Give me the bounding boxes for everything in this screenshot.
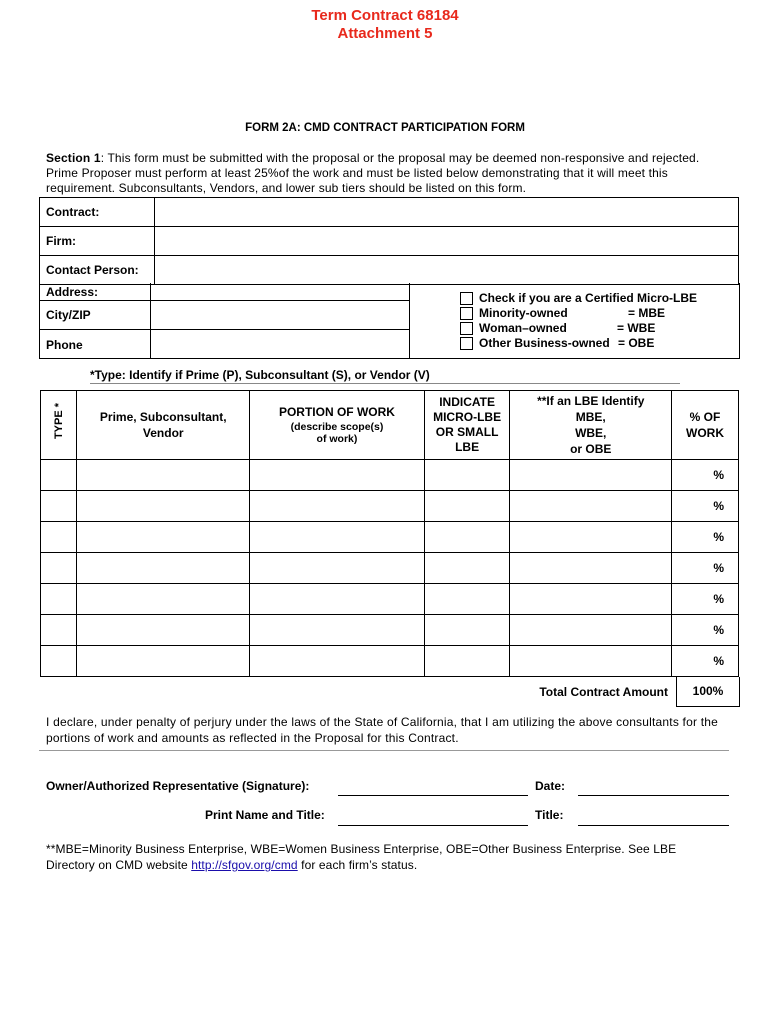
pct-cell[interactable]: % [672, 491, 739, 522]
footnote [46, 841, 706, 873]
type-cell[interactable] [41, 522, 77, 553]
pct-cell[interactable]: % [672, 584, 739, 615]
footnote-text-end: for each firm’s status. [297, 858, 418, 872]
contract-field[interactable] [155, 198, 739, 227]
footnote-text: **MBE=Minority Business Enterprise, WBE=Women Business Enterprise, OBE=Other Business Enterprise. See LBE Directory on CMD website [46, 842, 677, 872]
woman-owned-label: Woman–owned [479, 321, 567, 335]
declaration-text: I declare, under penalty of perjury under the laws of the State of California, that I am utilizing the above consultants for the portions of work and amounts as reflected in the Proposal for this Contract. [46, 715, 718, 745]
header-line-1: Term Contract 68184 [311, 7, 459, 24]
portion-cell[interactable] [250, 491, 425, 522]
type-cell[interactable] [41, 584, 77, 615]
col-lbe-line1: **If an LBE Identify [537, 394, 645, 408]
portion-cell[interactable] [250, 615, 425, 646]
col-type-header [41, 391, 77, 460]
col-pct-label: % OF WORK [686, 410, 725, 440]
col-type-label: TYPE * [53, 402, 65, 440]
table-row [41, 460, 739, 491]
micro-lbe-label: Check if you are a Certified Micro-LBE [479, 291, 698, 305]
pct-cell[interactable]: % [672, 522, 739, 553]
owner-signature-field[interactable] [338, 795, 528, 796]
prime-cell[interactable] [77, 615, 250, 646]
minority-owned-eq: = MBE [628, 306, 666, 320]
firm-field[interactable] [155, 227, 739, 256]
form-title: FORM 2A: CMD CONTRACT PARTICIPATION FORM [245, 122, 525, 134]
indicate-cell[interactable] [424, 522, 510, 553]
contact-person-label: Contact Person: [40, 256, 155, 285]
col-lbe-line4: or OBE [570, 442, 612, 456]
print-name-label: Print Name and Title: [205, 808, 325, 822]
indicate-cell[interactable] [424, 584, 510, 615]
portion-cell[interactable] [250, 553, 425, 584]
prime-cell[interactable] [77, 553, 250, 584]
type-cell[interactable] [41, 553, 77, 584]
section-1-text [46, 151, 726, 196]
indicate-cell[interactable] [424, 646, 510, 677]
indicate-cell[interactable] [424, 553, 510, 584]
pct-cell[interactable]: % [672, 553, 739, 584]
date-field[interactable] [578, 795, 729, 796]
minority-owned-label: Minority-owned [479, 306, 568, 320]
col-lbe-line3: WBE, [575, 426, 607, 440]
other-owned-label: Other Business-owned [479, 336, 610, 350]
portion-cell[interactable] [250, 522, 425, 553]
woman-owned-eq: = WBE [617, 321, 656, 335]
total-label: Total Contract Amount [539, 685, 668, 699]
title-field[interactable] [578, 825, 729, 826]
portion-cell[interactable] [250, 460, 425, 491]
indicate-cell[interactable] [424, 491, 510, 522]
cmd-website-link[interactable]: http://sfgov.org/cmd [191, 858, 298, 872]
type-cell[interactable] [41, 646, 77, 677]
contract-label: Contract: [40, 198, 155, 227]
table-row [41, 522, 739, 553]
woman-owned-checkbox[interactable] [460, 322, 473, 335]
col-prime-label: Prime, Subconsultant, Vendor [99, 410, 227, 440]
type-cell[interactable] [41, 460, 77, 491]
prime-cell[interactable] [77, 460, 250, 491]
other-owned-checkbox[interactable] [460, 337, 473, 350]
col-portion-label: PORTION OF WORK [278, 405, 395, 419]
pct-cell[interactable]: % [672, 615, 739, 646]
owner-signature-label: Owner/Authorized Representative (Signature): [46, 779, 310, 793]
type-cell[interactable] [41, 491, 77, 522]
lbe-cell[interactable] [510, 584, 672, 615]
lbe-cell[interactable] [510, 553, 672, 584]
col-lbe-line2: MBE, [575, 410, 606, 424]
city-zip-field[interactable] [152, 302, 408, 328]
portion-cell[interactable] [250, 646, 425, 677]
prime-cell[interactable] [77, 584, 250, 615]
section-1-body: : This form must be submitted with the proposal or the proposal may be deemed non-responsive and rejected. Prime Proposer must perform at least 25%of the work and must be listed below demonstrating that it will meet this requirement. Subconsultants, Vendors, and lower sub tiers should be listed on this form. [46, 151, 700, 195]
table-header-row [41, 391, 739, 460]
lbe-cell[interactable] [510, 522, 672, 553]
indicate-cell[interactable] [424, 615, 510, 646]
type-note: *Type: Identify if Prime (P), Subconsultant (S), or Vendor (V) [90, 368, 680, 384]
table-row [41, 491, 739, 522]
participation-table [40, 390, 739, 677]
lbe-cell[interactable] [510, 646, 672, 677]
lbe-cell[interactable] [510, 491, 672, 522]
col-portion-sub2: of work) [316, 433, 358, 445]
minority-owned-checkbox[interactable] [460, 307, 473, 320]
date-label: Date: [535, 779, 566, 793]
prime-cell[interactable] [77, 646, 250, 677]
col-portion-sub1: (describe scope(s) [290, 421, 384, 433]
table-row [41, 553, 739, 584]
phone-field[interactable] [152, 331, 408, 357]
contact-person-field[interactable] [155, 256, 739, 285]
micro-lbe-checkbox[interactable] [460, 292, 473, 305]
other-owned-eq: = OBE [618, 336, 655, 350]
title-label: Title: [535, 808, 564, 822]
header-line-2: Attachment 5 [337, 25, 433, 42]
portion-cell[interactable] [250, 584, 425, 615]
pct-cell[interactable]: % [672, 460, 739, 491]
address-label: Address: [46, 285, 99, 299]
total-value: 100% [676, 677, 740, 707]
address-field[interactable] [152, 283, 408, 299]
city-zip-label: City/ZIP [46, 308, 91, 322]
lbe-cell[interactable] [510, 615, 672, 646]
type-cell[interactable] [41, 615, 77, 646]
col-indicate-label: INDICATE MICRO-LBE OR SMALL LBE [433, 395, 502, 454]
print-name-field[interactable] [338, 825, 528, 826]
prime-cell[interactable] [77, 522, 250, 553]
table-row [41, 646, 739, 677]
table-row [41, 584, 739, 615]
lbe-cell[interactable] [510, 460, 672, 491]
firm-label: Firm: [40, 227, 155, 256]
table-row [41, 615, 739, 646]
pct-cell[interactable]: % [672, 646, 739, 677]
prime-cell[interactable] [77, 491, 250, 522]
contract-info-table [39, 197, 739, 285]
phone-label: Phone [46, 338, 83, 352]
indicate-cell[interactable] [424, 460, 510, 491]
section-1-label: Section 1 [46, 151, 101, 165]
divider [39, 750, 729, 751]
